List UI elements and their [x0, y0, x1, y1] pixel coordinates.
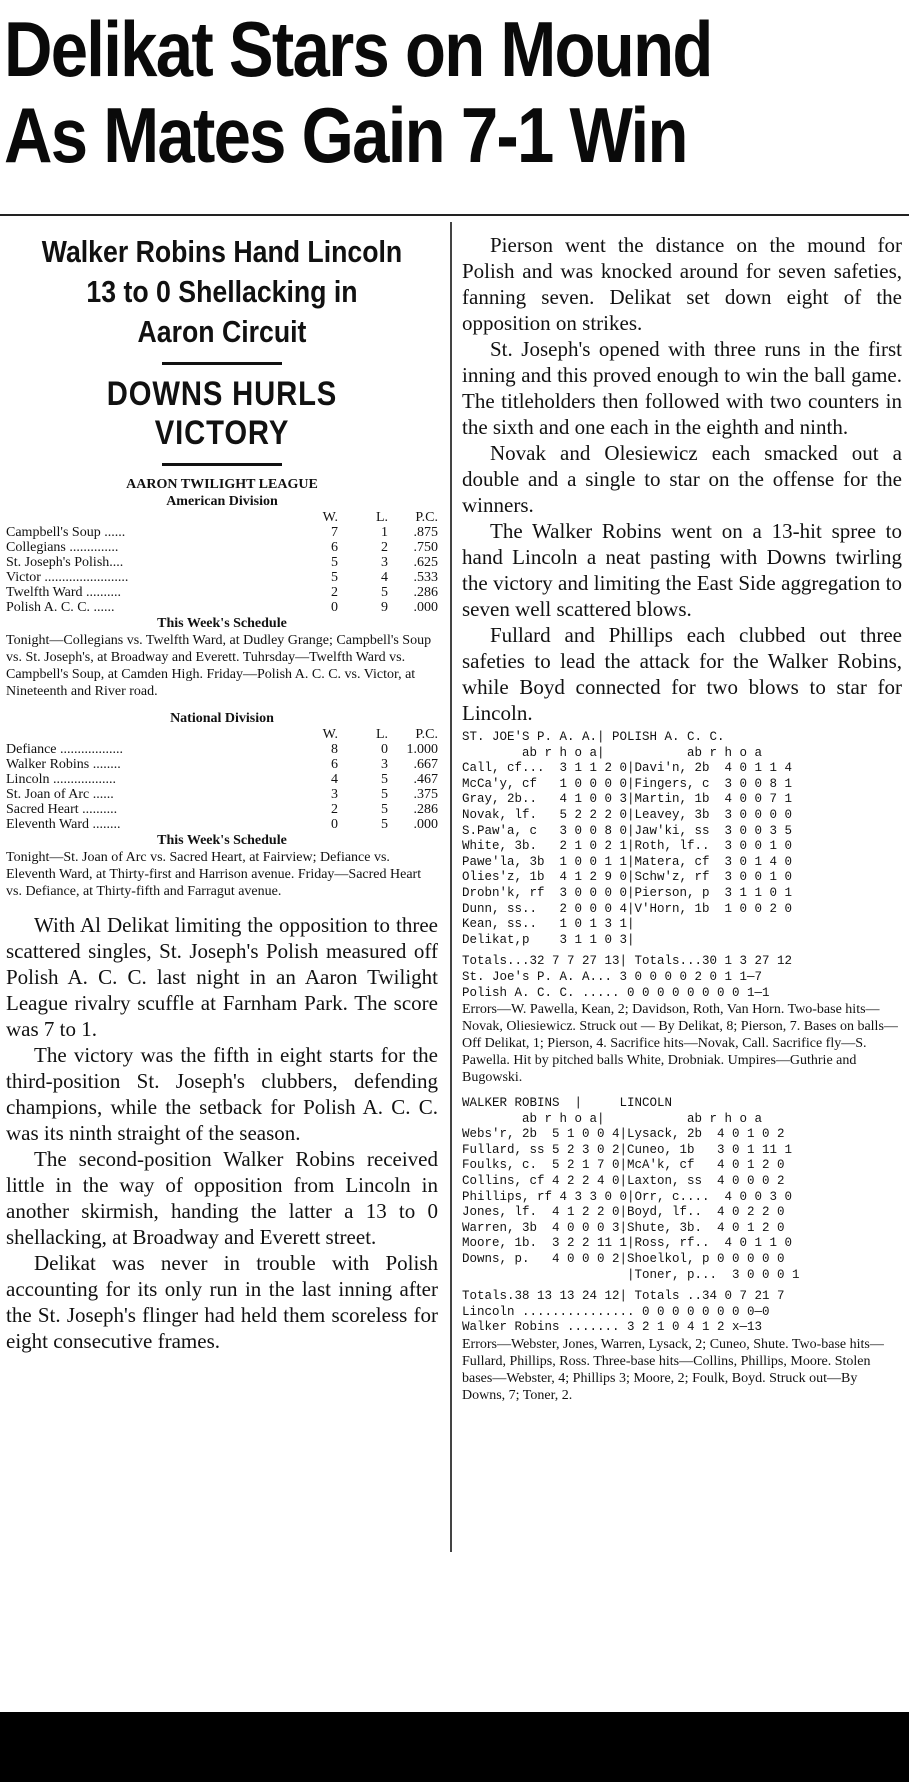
line-score: St. Joe's P. A. A... 3 0 0 0 0 2 0 1 1—7 Polish A. C. C. ..... 0 0 0 0 0 0 0 0 1—1 — [462, 969, 770, 1000]
headline — [4, 6, 904, 178]
american-schedule: Tonight—Collegians vs. Twelfth Ward, at Dudley Grange; Campbell's Soup vs. St. Joseph's, at Broadway and Everett. Tuhrsday—Twelfth Ward vs. Campbell's Soup, at Camden High. Friday—Polish A. C. C. vs. Victor, at Nineteenth and River road. — [6, 633, 432, 699]
line-score: Lincoln ............... 0 0 0 0 0 0 0 0—0 Walker Robins ....... 3 2 1 0 4 1 2 x—13 — [462, 1304, 770, 1335]
deck-line-1: Walker Robins Hand Lincoln — [41, 234, 403, 269]
standings-header: W. L. P.C. — [322, 510, 438, 525]
table-row: Twelfth Ward .......... 2 5 .286 — [6, 585, 438, 600]
deck-line-2: 13 to 0 Shellacking in — [86, 274, 358, 309]
story-paragraph: The second-position Walker Robins received little in the way of opposition from Lincoln in another skirmish, handing the latter a 13 to 0 shellacking, at Broadway and Everett street. — [6, 1147, 438, 1249]
story-left — [6, 912, 438, 1354]
box-summary: Errors—W. Pawella, Kean, 2; Davidson, Roth, Van Horn. Two-base hits—Novak, Oliesiewicz. Struck out — By Delikat, 8; Pierson, 7. Bases on balls—Off Delikat, 1; Pierson, 4. Sacrifice hits—Novak, Call. Sacrifice fly—S. Pawella. Hit by pitched balls White, Drobniak. Umpires—Guthrie and Bugowski. — [462, 1002, 898, 1086]
league-title: AARON TWILIGHT LEAGUE — [126, 477, 318, 492]
headline-rule — [0, 214, 909, 216]
headline-line-1: Delikat Stars on Mound — [4, 5, 712, 93]
story-paragraph: St. Joseph's opened with three runs in the first inning and this proved enough to win the ball game. The titleholders then followed with two counters in the sixth and one each in the eighth and ninth. — [462, 337, 902, 439]
deck-subhead: DOWNS HURLS VICTORY — [106, 375, 338, 452]
table-row: Sacred Heart .......... 2 5 .286 — [6, 802, 438, 817]
table-row: Collegians .............. 6 2 .750 — [6, 540, 438, 555]
table-row: Lincoln .................. 4 5 .467 — [6, 772, 438, 787]
box-score-walker-lincoln: WALKER ROBINS | LINCOLN ab r h o a| ab r h o a Webs'r, 2b 5 1 0 0 4|Lysack, 2b 4 0 1 0 2 Fullard, ss 5 2 3 0 2|Cuneo, 1b 3 0 1 11 1 Foulks, c. 5 2 1 7 0|McA'k, cf 4 0 1 2 0 Collins, cf 4 2 2 4 0|Laxton, ss 4 0 0 0 2 Phillips, rf 4 3 3 0 0|Orr, c.... 4 0 0 3 0 Jones, lf. 4 1 2 2 0|Boyd, lf.. 4 0 2 2 0 Warren, 3b 4 0 0 0 3|Shute, 3b. 4 0 1 2 0 Moore, 1b. 3 2 2 11 1|Ross, rf.. 4 0 1 1 0 Downs, p. 4 0 0 0 2|Shoelkol, p 0 0 0 0 0 |Toner, p... 3 0 0 0 1 — [462, 1096, 800, 1282]
national-schedule: Tonight—St. Joan of Arc vs. Sacred Heart, at Fairview; Defiance vs. Eleventh Ward, at Thirty-first and Harrison avenue. Friday—Sacred Heart vs. Defiance, at Thirty-fifth and Farragut avenue. — [6, 850, 422, 899]
story-paragraph: Novak and Olesiewicz each smacked out a double and a single to star on the offense for the winners. — [462, 441, 902, 517]
table-row: Walker Robins ........ 6 3 .667 — [6, 757, 438, 772]
box-score-st-joes-polish: ST. JOE'S P. A. A.| POLISH A. C. C. ab r h o a| ab r h o a Call, cf... 3 1 1 2 0|Davi'n, 2b 4 0 1 1 4 McCa'y, cf 1 0 0 0 0|Fingers, c 3 0 0 8 1 Gray, 2b.. 4 1 0 0 3|Martin, 1b 4 0 0 7 1 Novak, lf. 5 2 2 2 0|Leavey, 3b 3 0 0 0 0 S.Paw'a, c 3 0 0 8 0|Jaw'ki, ss 3 0 0 3 5 White, 3b. 2 1 0 2 1|Roth, lf.. 3 0 0 1 0 Pawe'la, 3b 1 0 0 1 1|Matera, cf 3 0 1 4 0 Olies'z, 1b 4 1 2 9 0|Schw'z, rf 3 0 0 1 0 Drobn'k, rf 3 0 0 0 0|Pierson, p 3 1 1 0 1 Dunn, ss.. 2 0 0 0 4|V'Horn, 1b 1 0 0 2 0 Kean, ss.. 1 0 1 3 1| Delikat,p 3 1 1 0 3| — [462, 730, 793, 947]
story-paragraph: Fullard and Phillips each clubbed out three safeties to lead the attack for the Walker Robins, while Boyd connected for two blows to star for Lincoln. — [462, 623, 902, 725]
national-standings — [6, 727, 438, 832]
column-rule — [450, 222, 452, 1552]
table-row: Polish A. C. C. ...... 0 9 .000 — [6, 600, 438, 615]
subhead-rule — [162, 463, 282, 466]
story-right — [462, 232, 902, 726]
table-row: Victor ........................ 5 4 .533 — [6, 570, 438, 585]
standings-header: W. L. P.C. — [322, 727, 438, 742]
headline-line-2: As Mates Gain 7-1 Win — [4, 91, 687, 179]
story-paragraph: Delikat was never in trouble with Polish accounting for its only run in the last inning after the St. Joseph's flinger had held them scoreless for eight consecutive frames. — [6, 1251, 438, 1353]
table-row: Eleventh Ward ........ 0 5 .000 — [6, 817, 438, 832]
box-score-totals: Totals.38 13 13 24 12| Totals ..34 0 7 21 7 — [462, 1289, 785, 1304]
table-row: St. Joan of Arc ...... 3 5 .375 — [6, 787, 438, 802]
american-schedule-title: This Week's Schedule — [157, 616, 287, 631]
american-standings — [6, 510, 438, 615]
right-column — [462, 232, 902, 1404]
story-paragraph: With Al Delikat limiting the opposition to three scattered singles, St. Joseph's Polish measured off Polish A. C. C. last night in an Aaron Twilight League rivalry scuffle at Farnham Park. The score was 7 to 1. — [6, 913, 438, 1041]
national-schedule-title: This Week's Schedule — [157, 833, 287, 848]
left-column — [6, 232, 438, 1354]
box-summary: Errors—Webster, Jones, Warren, Lysack, 2; Cuneo, Shute. Two-base hits—Fullard, Phillips, Ross. Three-base hits—Collins, Phillips, Moore. Stolen bases—Webster, 4; Phillips 3; Moore, 2; Foulk, Boyd. Struck out—By Downs, 7; Toner, 2. — [462, 1337, 884, 1403]
story-paragraph: Pierson went the distance on the mound for Polish and was knocked around for seven safeties, fanning seven. Delikat set down eight of the opposition on strikes. — [462, 233, 902, 335]
box-score-totals: Totals...32 7 7 27 13| Totals...30 1 3 27 12 — [462, 954, 793, 969]
table-row: St. Joseph's Polish.... 5 3 .625 — [6, 555, 438, 570]
national-division-title: National Division — [170, 711, 274, 726]
story-paragraph: The Walker Robins went on a 13-hit spree to hand Lincoln a neat pasting with Downs twirling the victory and limiting the East Side aggregation to seven well scattered blows. — [462, 519, 902, 621]
deck-line-3: Aaron Circuit — [137, 314, 307, 349]
story-paragraph: The victory was the fifth in eight starts for the third-position St. Joseph's clubbers, defending champions, while the setback for Polish A. C. C. was its ninth straight of the season. — [6, 1043, 438, 1145]
american-division-title: American Division — [166, 494, 278, 509]
table-row: Defiance .................. 8 0 1.000 — [6, 742, 438, 757]
scan-edge — [0, 1712, 909, 1782]
deck-rule — [162, 362, 282, 365]
table-row: Campbell's Soup ...... 7 1 .875 — [6, 525, 438, 540]
